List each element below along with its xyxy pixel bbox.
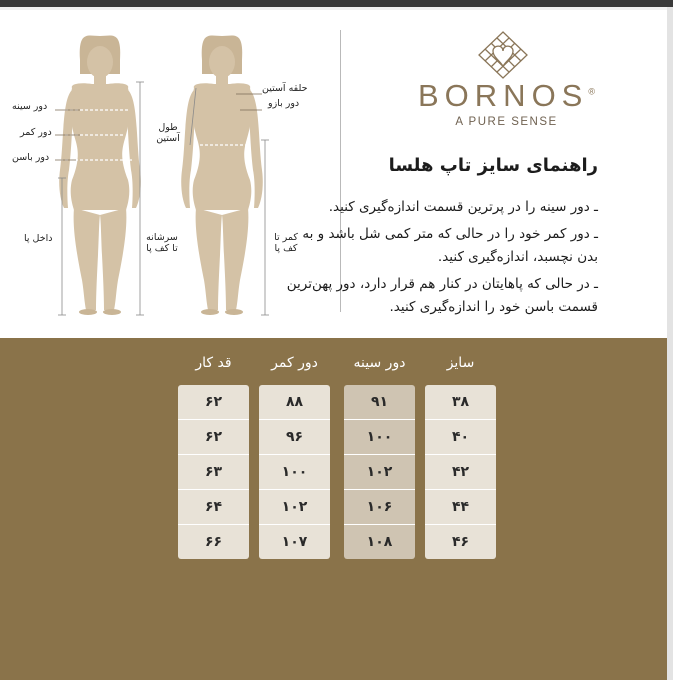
table-cell: ۱۰۸ (366, 534, 393, 550)
side-figure (181, 36, 263, 315)
table-cell: ۶۳ (178, 455, 249, 490)
table-cell: ۴۶ (451, 534, 470, 550)
label-upper-arm: دور بازو (268, 98, 300, 109)
column-cells (425, 385, 496, 559)
bornos-logo-icon (475, 30, 531, 80)
label-waist: دور کمر (20, 127, 52, 138)
label-hip: دور باسن (12, 152, 50, 163)
table-cell: ۶۲ (178, 420, 249, 455)
size-table (0, 338, 667, 680)
table-cell: ۱۰۰ (259, 455, 330, 490)
label-waist-to-floor: کمر تا کف پا (274, 232, 298, 254)
label-sleeve-length: طول آستین (156, 122, 180, 144)
browser-top-bar (0, 0, 673, 7)
front-figure (59, 36, 141, 315)
label-shoulder-to-floor: سرشانه تا کف پا (146, 232, 178, 254)
table-cell: ۶۶ (204, 534, 223, 550)
label-inseam: داخل پا (24, 233, 53, 244)
table-cell: ۹۱ (344, 385, 415, 420)
instruction-waist: ـ دور کمر خود را در حالی که متر کمی شل باشد و به بدن نچسبد، اندازه‌گیری کنید. (302, 226, 598, 265)
table-cell: ۱۰۲ (344, 455, 415, 490)
column-header: سایز (446, 355, 475, 371)
table-cell: ۶۲ (178, 385, 249, 420)
column-header: دور کمر (271, 355, 318, 371)
instruction-hip: ـ در حالی که پاهایتان در کنار هم قرار دارد، دور پهن‌ترین قسمت باسن خود را اندازه‌گیری کنید. (286, 276, 598, 315)
measurement-instructions (278, 196, 598, 319)
table-cell: ۱۰۰ (344, 420, 415, 455)
table-cell: ۱۰۶ (344, 490, 415, 525)
guide-title: راهنمای سایز تاپ هلسا (388, 155, 598, 176)
instruction-bust: ـ دور سینه را در پرترین قسمت اندازه‌گیری کنید. (328, 199, 598, 215)
table-cell: ۸۸ (259, 385, 330, 420)
table-cell: ۴۰ (425, 420, 496, 455)
brand-tagline: A PURE SENSE (455, 116, 558, 128)
column-cells (178, 385, 249, 559)
table-cell: ۴۴ (425, 490, 496, 525)
column-header: دور سینه (353, 355, 406, 371)
table-cell: ۳۸ (425, 385, 496, 420)
table-cell: ۶۴ (178, 490, 249, 525)
column-cells (344, 385, 415, 559)
table-cell: ۹۶ (259, 420, 330, 455)
scrollbar-track[interactable] (667, 7, 673, 680)
table-cell: ۴۲ (425, 455, 496, 490)
label-armhole: حلقه آستین (262, 83, 308, 94)
label-bust: دور سینه (12, 101, 48, 112)
table-cell: ۱۰۷ (281, 534, 308, 550)
column-cells (259, 385, 330, 559)
table-cell: ۱۰۲ (259, 490, 330, 525)
column-header: قد کار (195, 355, 232, 371)
brand-name: BORNOS® (418, 78, 595, 113)
